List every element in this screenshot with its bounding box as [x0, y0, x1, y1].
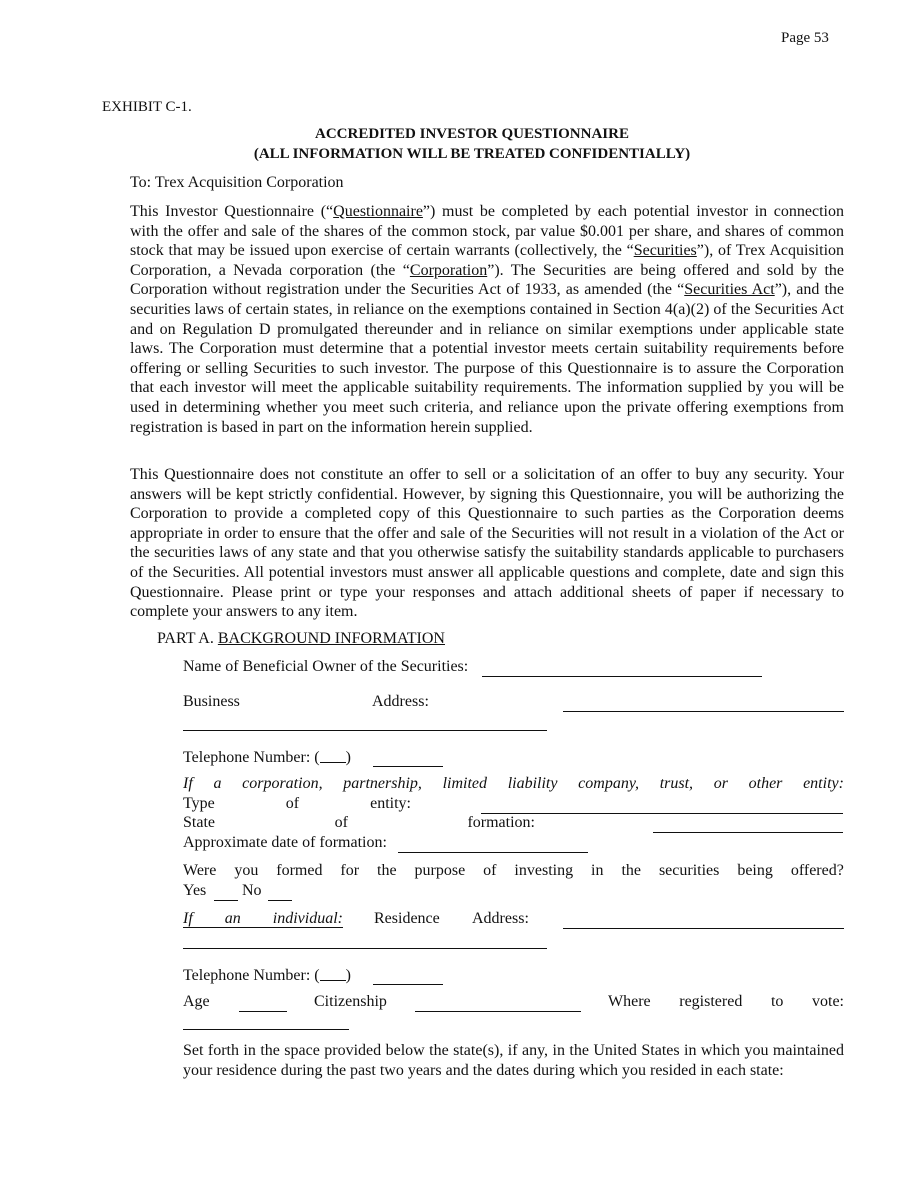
text-run: ”). The Securities are being offered and sold by the Corporation without registration under the Securities Act of 1933, as amended (the “ [130, 261, 844, 299]
where-registered-field[interactable] [183, 1013, 349, 1030]
date-of-formation-label: Approximate date of formation: [183, 834, 387, 851]
intro-paragraph-1 [130, 202, 844, 437]
business-address-label: Address: [372, 693, 429, 710]
residence-address-field-2[interactable] [183, 932, 547, 949]
business-label: Business [183, 693, 240, 710]
text-run: ”) must be completed by each potential investor in connection with the offer and sale of the shares of the common stock, par value $0.001 per share, and shares of common stock that may be issued upon exercise of certain warrants (collectively, the “ [130, 203, 845, 260]
age-field[interactable] [239, 995, 287, 1012]
word: limited [442, 775, 488, 792]
part-a-prefix: PART A. [157, 630, 214, 647]
word: State [183, 814, 215, 831]
formed-no-field[interactable] [268, 884, 292, 901]
defined-term-questionnaire: Questionnaire [333, 203, 423, 220]
telephone-2-area-code-field[interactable] [320, 966, 346, 981]
word: partnership, [343, 775, 422, 792]
part-a-title: BACKGROUND INFORMATION [217, 630, 445, 647]
telephone-label [183, 747, 351, 767]
beneficial-owner-label: Name of Beneficial Owner of the Securities: [183, 658, 469, 675]
word: purpose [414, 862, 466, 879]
telephone-label-text: Telephone Number: ( [183, 749, 320, 766]
word: If [183, 910, 193, 927]
text-run: ”), and the securities laws of certain states, in reliance on the exemptions contained in Section 4(a)(2) of the Securities Act and on Regulation D promulgated thereunder and in reliance on similar exemptions under applicable state laws. The Corporation must determine that a potential investor meets certain suitability requirements before offering or selling Securities to such investor. The purpose of this Questionnaire is to assure the Corporation that each investor will meet the applicable suitability requirements. The information supplied by you will be used in determining whether you meet such criteria, and reliance upon the private offering exemptions from registration is based in part on the information herein supplied. [130, 281, 845, 436]
yes-label: Yes [183, 882, 207, 899]
citizenship-label: Citizenship [314, 993, 387, 1010]
word: of [483, 862, 497, 879]
state-of-formation-field[interactable] [653, 816, 843, 833]
intro-paragraph-2: This Questionnaire does not constitute an offer to sell or a solicitation of an offer to buy any security. Your answers will be kept strictly confidential. However, by signing this Questionnaire, you will be authorizing the Corporation to provide a completed copy of this Questionnaire to such parties as the Corporation deems appropriate in order to ensure that the offer and sale of the Securities will not result in a violation of the Act or the securities laws of any state and that you otherwise satisfy the suitability standards applicable to purchasers of the Securities. All potential investors must answer all applicable questions and complete, date and sign this Questionnaire. Please print or type your responses and attach additional sheets of paper if necessary to complete your answers to any item. [130, 466, 844, 621]
business-address-field-1[interactable] [563, 695, 844, 712]
word: vote: [812, 993, 844, 1010]
text-run: ”), of Trex Acquisition Corporation, a Nevada corporation (the “ [130, 242, 845, 279]
telephone-area-code-field[interactable] [320, 748, 346, 763]
word: of [285, 795, 300, 812]
date-of-formation-field[interactable] [398, 836, 588, 853]
word: Where [608, 993, 651, 1010]
state-of-formation-label [183, 814, 535, 832]
word: investing [514, 862, 574, 879]
telephone-2-number-field[interactable] [373, 968, 443, 985]
word: trust, [659, 775, 694, 792]
word: If [183, 775, 193, 792]
telephone-2-label [183, 965, 351, 985]
word: company, [578, 775, 640, 792]
word: registered [679, 993, 743, 1010]
word: formed [276, 862, 323, 879]
word: of [334, 814, 348, 831]
defined-term-corporation: Corporation [409, 261, 488, 279]
entity-intro [183, 775, 844, 793]
word: being [737, 862, 773, 879]
word: Type [183, 795, 215, 812]
word: securities [658, 862, 720, 879]
telephone-2-label-text: Telephone Number: ( [183, 967, 320, 984]
word: other [748, 775, 783, 792]
word: individual: [272, 910, 343, 927]
business-address-field-2[interactable] [183, 714, 547, 731]
word: entity: [370, 795, 411, 812]
word: you [234, 862, 259, 879]
exhibit-label: EXHIBIT C-1. [102, 99, 192, 115]
formed-yes-field[interactable] [214, 884, 238, 901]
word: offered? [790, 862, 844, 879]
word: for [340, 862, 360, 879]
where-registered-label [608, 993, 844, 1011]
word: the [621, 862, 641, 879]
word: to [770, 993, 784, 1010]
entity-type-field[interactable] [481, 797, 843, 814]
addressee: To: Trex Acquisition Corporation [130, 174, 344, 191]
document-title: ACCREDITED INVESTOR QUESTIONNAIRE [315, 126, 629, 142]
defined-term-securities: Securities [633, 242, 697, 260]
word: formation: [467, 814, 535, 831]
residence-address-field-1[interactable] [563, 912, 844, 929]
residence-label: Residence [374, 910, 440, 927]
word: corporation, [242, 775, 323, 792]
document-subtitle: (ALL INFORMATION WILL BE TREATED CONFIDENTIALLY) [253, 146, 691, 162]
word: Were [183, 862, 217, 879]
word: the [377, 862, 397, 879]
word: liability [507, 775, 558, 792]
word: or [713, 775, 728, 792]
word: entity: [803, 775, 844, 792]
formed-purpose-question [183, 862, 844, 880]
individual-intro [183, 910, 343, 928]
no-label: No [242, 882, 262, 899]
age-label: Age [183, 993, 210, 1010]
telephone-number-field[interactable] [373, 750, 443, 767]
part-a-heading [157, 630, 445, 648]
beneficial-owner-field[interactable] [482, 660, 762, 677]
residence-address-label: Address: [472, 910, 529, 927]
citizenship-field[interactable] [415, 995, 581, 1012]
entity-type-label [183, 795, 411, 813]
page-number: Page 53 [781, 30, 829, 46]
telephone-close-paren: ) [345, 749, 351, 766]
text-run: This Investor Questionnaire (“ [130, 203, 334, 220]
defined-term-securities-act: Securities Act [684, 281, 775, 299]
word: an [224, 910, 241, 927]
telephone-2-close-paren: ) [345, 967, 351, 984]
word: a [213, 775, 222, 792]
states-resided-prompt: Set forth in the space provided below the state(s), if any, in the United States in which you maintained your residence during the past two years and the dates during which you resided in each state: [183, 1042, 844, 1079]
word: in [591, 862, 604, 879]
